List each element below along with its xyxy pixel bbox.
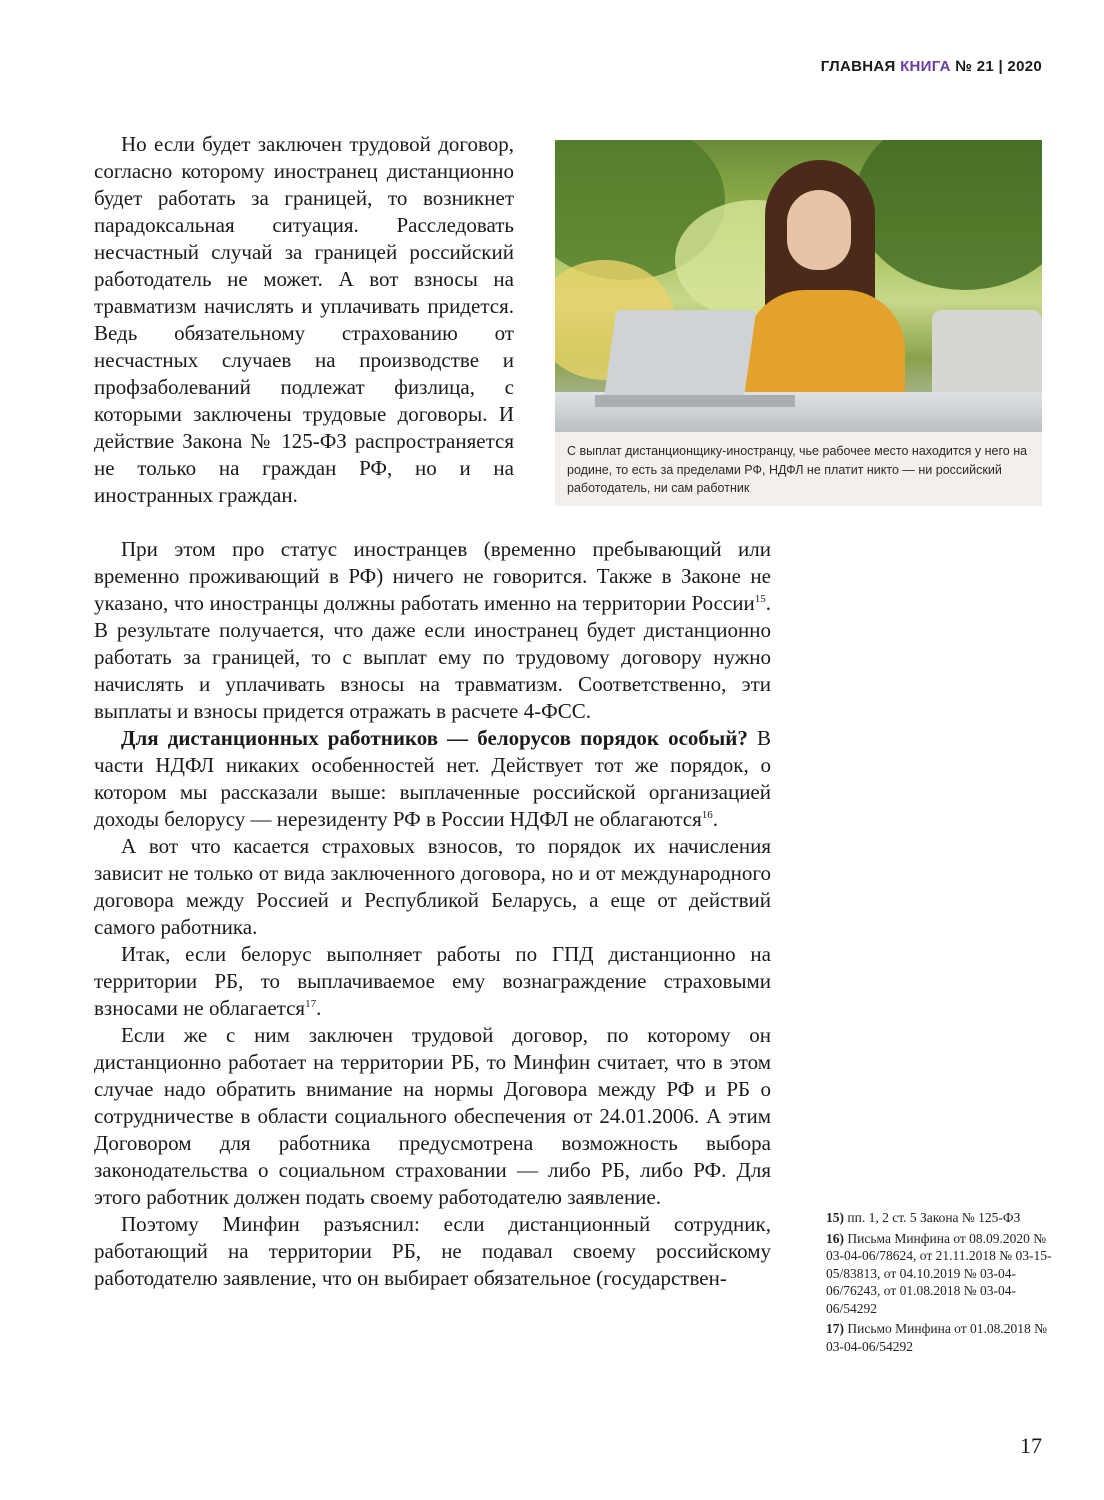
text-column-main <box>94 536 771 1292</box>
footnote-16 <box>826 1230 1056 1318</box>
footnote-17 <box>826 1320 1056 1355</box>
footnote-text: Письмо Минфина от 01.08.2018 № 03-04-06/54292 <box>826 1321 1048 1354</box>
magazine-title-accent: КНИГА <box>900 58 951 75</box>
photo-caption: С выплат дистанционщику-иностранцу, чье рабочее место находится у него на родине, то есть за пределами РФ, НДФЛ не платит никто — ни российский работодатель, ни сам работник <box>555 432 1042 506</box>
paragraph <box>94 941 771 1022</box>
footnote-ref[interactable]: 17 <box>305 998 317 1010</box>
paragraph: А вот что касается страховых взносов, то порядок их начисления зависит не только от вида заключенного договора, но и от международного договора между Россией и Республикой Беларусь, а еще от действий самого работника. <box>94 834 771 939</box>
footnote-ref[interactable]: 16 <box>701 809 713 821</box>
text: . <box>712 807 718 831</box>
text: . <box>316 996 322 1020</box>
page-number: 17 <box>1020 1433 1042 1458</box>
paragraph: Но если будет заключен трудовой договор, согласно которому иностранец дистанционно будет работать за границей, то возникнет парадоксальная ситуация. Расследовать несчастный случай за границей российский работодатель не может. А вот взносы на травматизм начислять и уплачивать придется. Ведь обязательному страхованию от несчастных случаев на производстве и профзаболеваний подлежат физлица, с которыми заключены трудовые договоры. И действие Закона № 125-ФЗ распространяется не только на граждан РФ, но и на иностранных граждан. <box>94 132 514 507</box>
text: Итак, если белорус выполняет работы по ГПД дистанционно на территории РБ, то выплачиваемое ему вознаграждение страховыми взносами не облагается <box>94 942 771 1020</box>
issue-number: № 21 | 2020 <box>955 58 1042 75</box>
footnote-text: пп. 1, 2 ст. 5 Закона № 125-ФЗ <box>844 1210 1021 1225</box>
running-header <box>821 58 1042 75</box>
text-column-narrow <box>94 131 514 509</box>
text: . В результате получается, что даже если иностранец будет дистанционно работать за границей, то с выплат ему по трудовому договору нужно начислять и уплачивать взносы на травматизм. Соответственно, эти выплаты и взносы придется отражать в расчете 4-ФСС. <box>94 591 771 723</box>
footnote-15 <box>826 1209 1056 1227</box>
paragraph <box>94 725 771 833</box>
paragraph: Если же с ним заключен трудовой договор, по которому он дистанционно работает на территории РБ, то Минфин считает, что в этом случае надо обратить внимание на нормы Договора между РФ и РБ о сотрудничестве в области социального обеспечения от 24.01.2006. А этим Договором для работника предусмотрена возможность выбора законодательства о социальном страховании — либо РБ, либо РФ. Для этого работник должен подать своему работодателю заявление. <box>94 1023 771 1209</box>
footnote-number: 16) <box>826 1230 844 1246</box>
text: При этом про статус иностранцев (временно пребывающий или временно проживающий в РФ) ничего не говорится. Также в Законе не указано, что иностранцы должны работать именно на территории России <box>94 537 771 615</box>
footnote-text: Письма Минфина от 08.09.2020 № 03-04-06/78624, от 21.11.2018 № 03-15-05/83813, от 04.10.2019 № 03-04-06/76243, от 01.08.2018 № 03-04-06/54292 <box>826 1230 1052 1316</box>
footnotes <box>826 1209 1056 1358</box>
footnote-ref[interactable]: 15 <box>754 593 766 605</box>
footnote-number: 15) <box>826 1210 844 1225</box>
paragraph: Поэтому Минфин разъяснил: если дистанционный сотрудник, работающий на территории РБ, не подавал своему российскому работодателю заявление, что он выбирает обязательное (государствен- <box>94 1212 771 1290</box>
article-photo <box>555 140 1042 432</box>
paragraph <box>94 536 771 725</box>
subheading: Для дистанционных работников — белорусов порядок особый? <box>121 726 748 750</box>
magazine-title: ГЛАВНАЯ <box>820 58 896 75</box>
text: В части НДФЛ никаких особенностей нет. Действует тот же порядок, о котором мы рассказали выше: выплаченные российской организацией доходы белорусу — нерезиденту РФ в России НДФЛ не облагаются <box>94 726 771 831</box>
footnote-number: 17) <box>826 1321 844 1336</box>
